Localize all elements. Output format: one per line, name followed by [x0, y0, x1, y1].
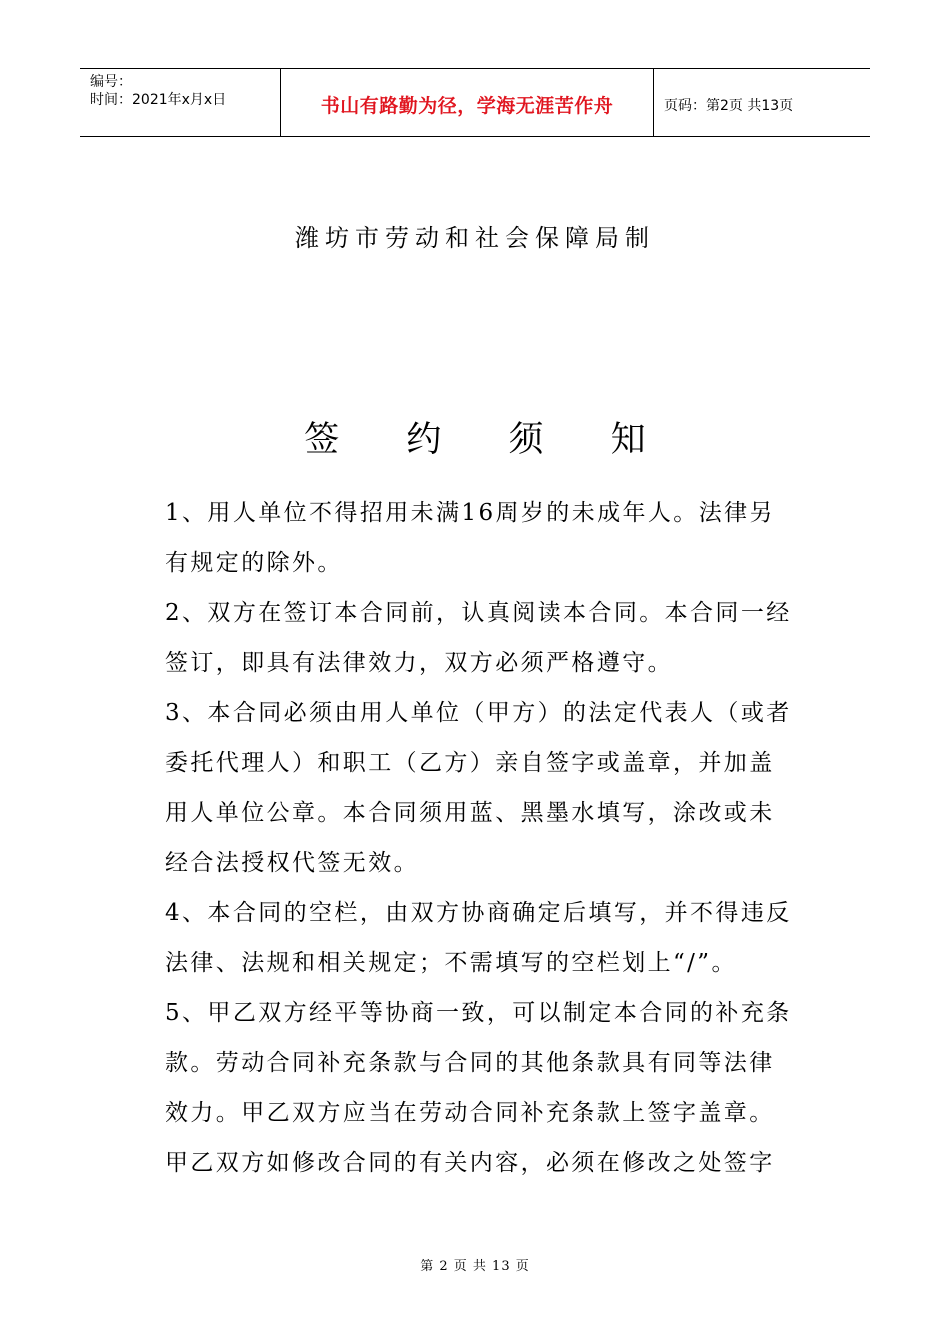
page-title: 签 约 须 知	[304, 420, 674, 460]
number-label: 编号：	[90, 74, 132, 90]
notice-paragraph-5: 5、甲乙双方经平等协商一致，可以制定本合同的补充条款。劳动合同补充条款与合同的其他条款具有同等法律效力。甲乙双方应当在劳动合同补充条款上签字盖章。甲乙双方如修改合同的有关内容，必须在修改之处签字	[165, 1000, 792, 1176]
notice-paragraph-2: 2、双方在签订本合同前，认真阅读本合同。本合同一经签订，即具有法律效力，双方必须严格遵守。	[165, 600, 792, 676]
time-label: 时间：2021年x月x日	[90, 92, 227, 108]
notice-paragraph-1: 1、用人单位不得招用未满16周岁的未成年人。法律另有规定的除外。	[165, 500, 775, 576]
header-page-info: 页码：第2页 共13页	[664, 97, 794, 114]
issuing-organization: 潍坊市劳动和社会保障局制	[295, 224, 655, 252]
header-motto: 书山有路勤为径，学海无涯苦作舟	[281, 69, 654, 136]
page-footer: 第 2 页 共 13 页	[420, 1259, 530, 1274]
notice-body	[165, 488, 795, 1188]
notice-paragraph-4: 4、本合同的空栏，由双方协商确定后填写，并不得违反法律、法规和相关规定；不需填写的空栏划上“/”。	[165, 900, 792, 976]
header-meta	[80, 69, 281, 136]
page-header	[80, 68, 870, 137]
notice-paragraph-3: 3、本合同必须由用人单位（甲方）的法定代表人（或者委托代理人）和职工（乙方）亲自签字或盖章，并加盖用人单位公章。本合同须用蓝、黑墨水填写，涂改或未经合法授权代签无效。	[165, 700, 792, 876]
